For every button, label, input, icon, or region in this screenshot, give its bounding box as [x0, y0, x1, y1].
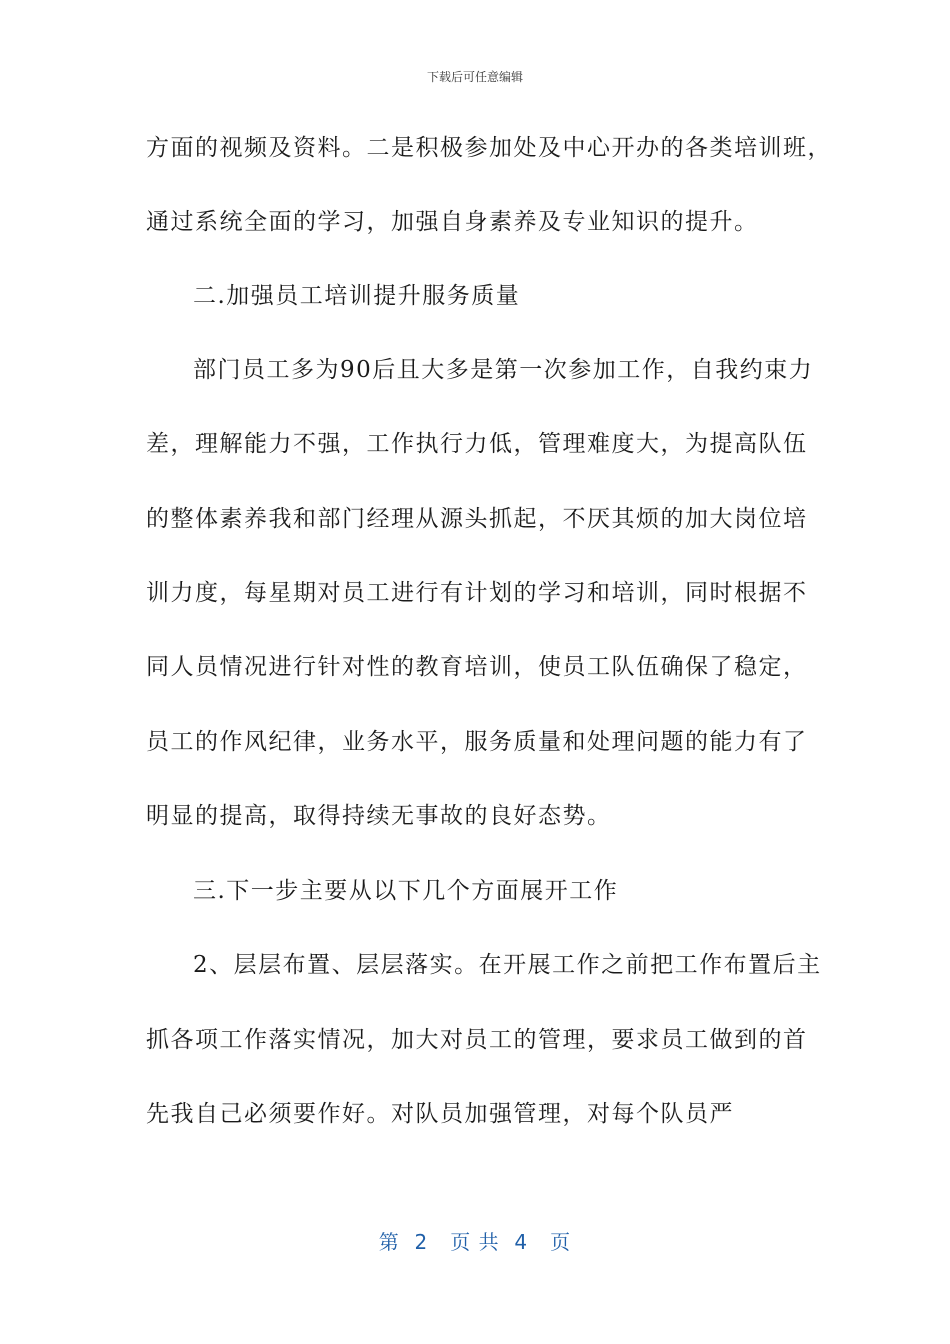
paragraph-first-line: 2、层层布置、层层落实。在开展工作之前把工作布置后主 [193, 952, 822, 978]
header-note: 下载后可任意编辑 [426, 70, 523, 84]
body-line: 方面的视频及资料。二是积极参加处及中心开办的各类培训班， [146, 135, 832, 161]
body-line: 通过系统全面的学习，加强自身素养及专业知识的提升。 [146, 209, 759, 235]
body-line: 训力度，每星期对员工进行有计划的学习和培训，同时根据不 [146, 580, 808, 606]
paragraph-first-line: 部门员工多为90后且大多是第一次参加工作，自我约束力 [193, 357, 814, 383]
section-heading: 二.加强员工培训提升服务质量 [193, 283, 521, 309]
body-line: 差，理解能力不强，工作执行力低，管理难度大，为提高队伍 [146, 431, 808, 457]
section-heading: 三.下一步主要从以下几个方面展开工作 [193, 878, 619, 904]
body-line: 先我自己必须要作好。对队员加强管理，对每个队员严 [146, 1101, 734, 1127]
body-line: 抓各项工作落实情况，加大对员工的管理，要求员工做到的首 [146, 1027, 808, 1053]
body-line: 员工的作风纪律，业务水平，服务质量和处理问题的能力有了 [146, 729, 808, 755]
body-line: 明显的提高，取得持续无事故的良好态势。 [146, 803, 612, 829]
page-number: 第 2 页 共 4 页 [378, 1230, 572, 1254]
body-line: 的整体素养我和部门经理从源头抓起，不厌其烦的加大岗位培 [146, 506, 808, 532]
body-line: 同人员情况进行针对性的教育培训，使员工队伍确保了稳定， [146, 654, 808, 680]
